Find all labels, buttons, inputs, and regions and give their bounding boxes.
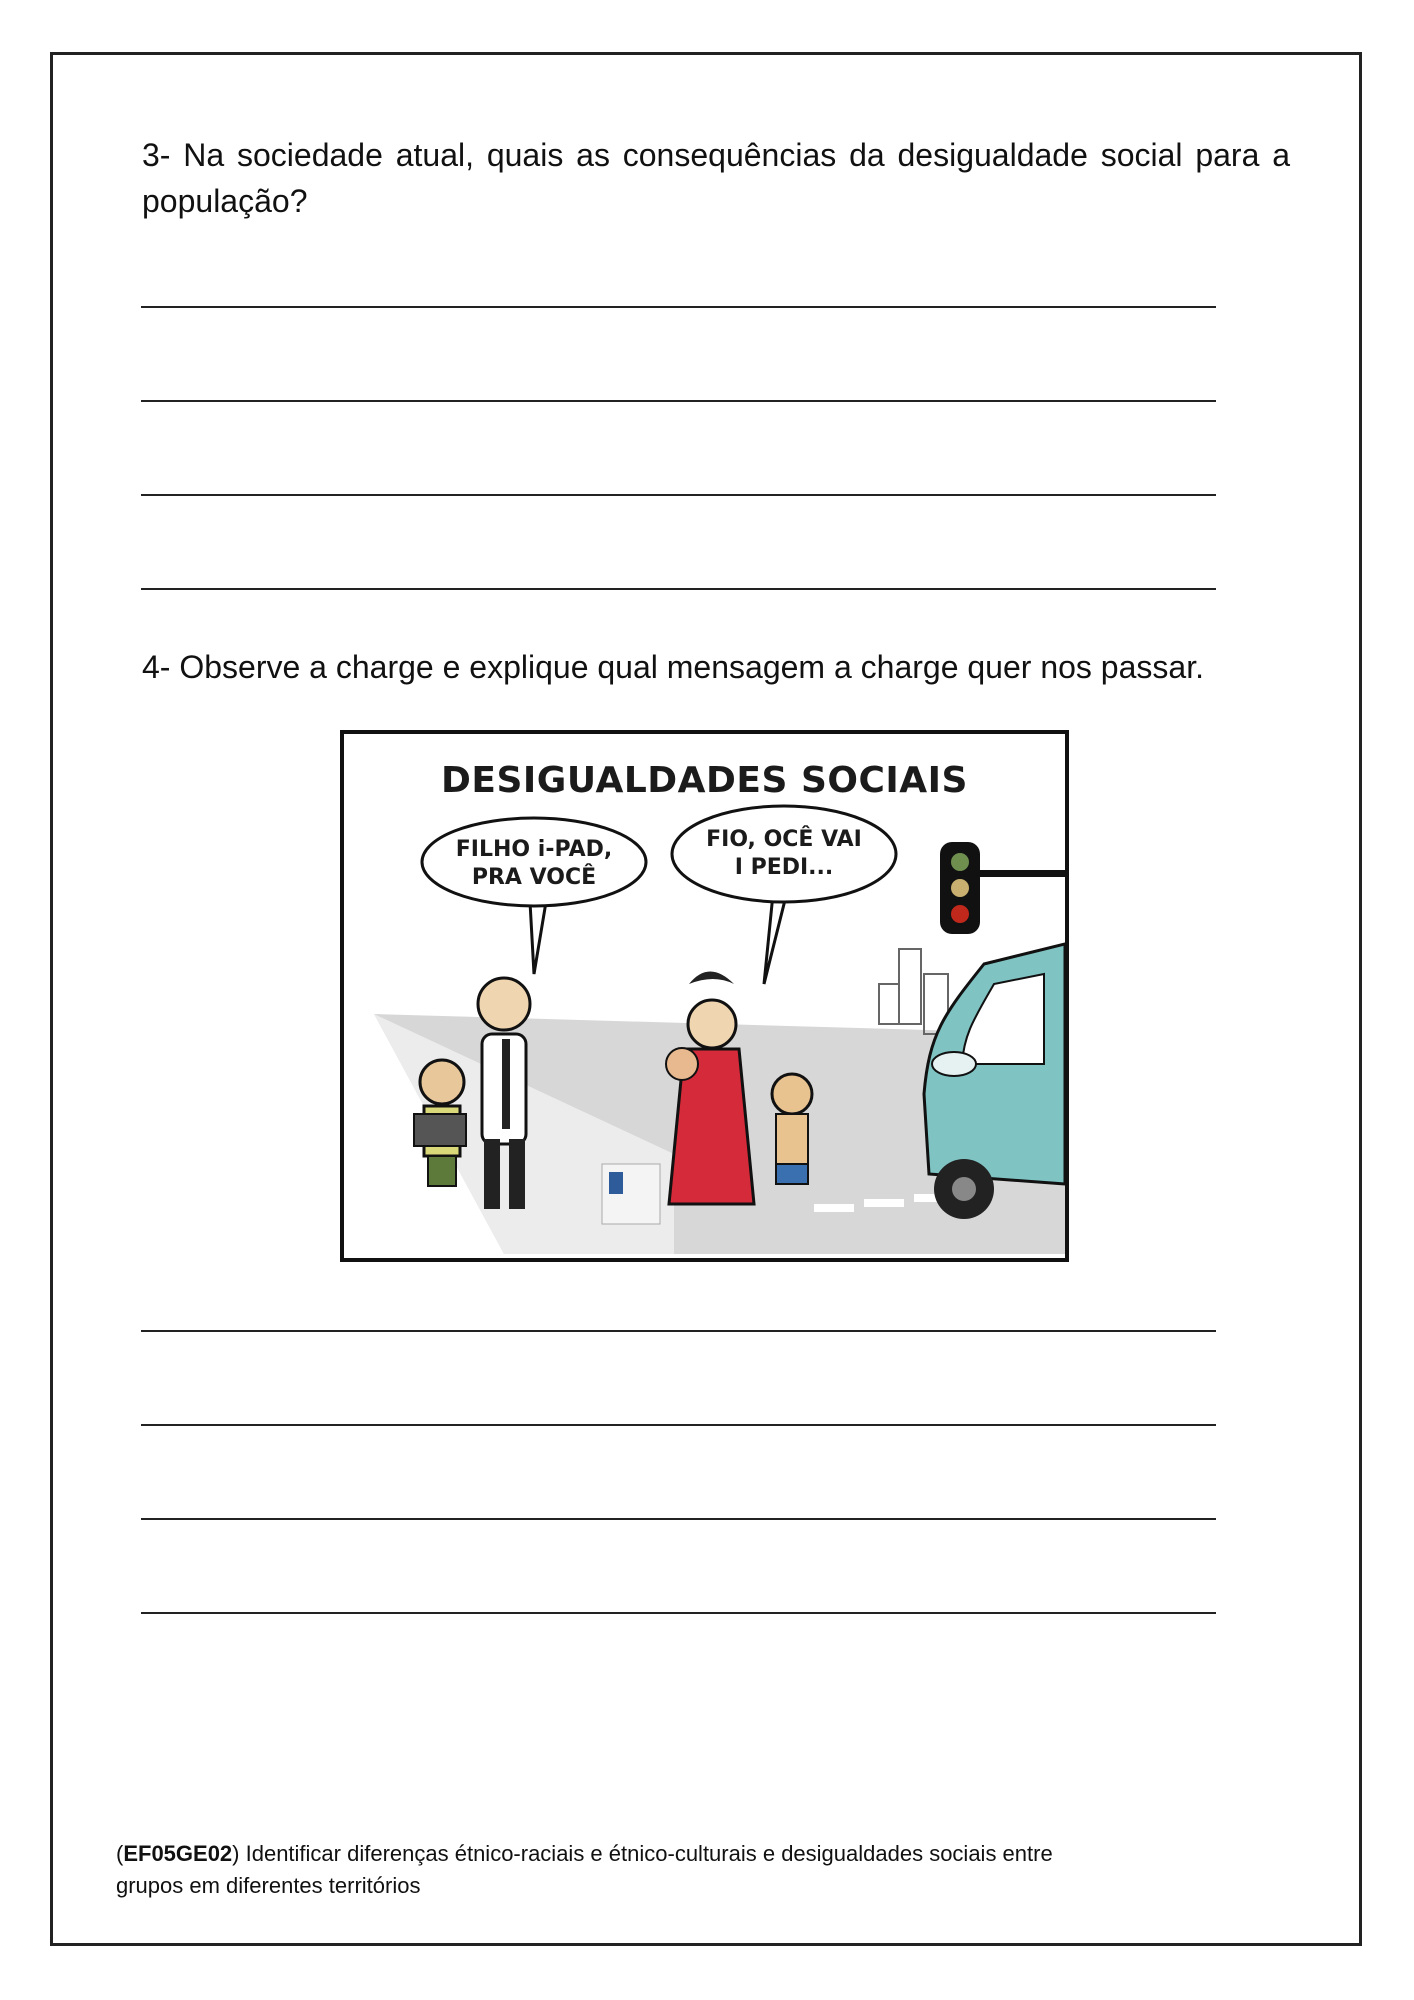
answer-line-q4-3[interactable] <box>141 1518 1216 1520</box>
speech-bubble-father: FILHO i-PAD, PRA VOCÊ <box>455 837 613 890</box>
skill-code: EF05GE02 <box>123 1841 233 1866</box>
answer-line-q3-3[interactable] <box>141 494 1216 496</box>
answer-line-q4-2[interactable] <box>141 1424 1216 1426</box>
answer-line-q4-4[interactable] <box>141 1612 1216 1614</box>
speech-bubble-mother: FIO, OCÊ VAI I PEDI... <box>706 827 862 880</box>
cartoon-illustration <box>344 734 1065 1258</box>
answer-line-q4-1[interactable] <box>141 1330 1216 1332</box>
cartoon-image <box>340 730 1069 1262</box>
answer-line-q3-1[interactable] <box>141 306 1216 308</box>
question-4: 4- Observe a charge e explique qual mensagem a charge quer nos passar. <box>142 649 1204 685</box>
skill-footnote: (EF05GE02) Identificar diferenças étnico-raciais e étnico-culturais e desigualdades sociais entre grupos em diferentes territórios <box>116 1841 1053 1898</box>
skill-description: ) Identificar diferenças étnico-raciais e étnico-culturais e desigualdades sociais entre grupos em diferentes territórios <box>116 1841 1053 1898</box>
question-3: 3- Na sociedade atual, quais as consequências da desigualdade social para a população? <box>142 137 1290 219</box>
answer-line-q3-4[interactable] <box>141 588 1216 590</box>
answer-line-q3-2[interactable] <box>141 400 1216 402</box>
cartoon-title: DESIGUALDADES SOCIAIS <box>441 760 968 801</box>
